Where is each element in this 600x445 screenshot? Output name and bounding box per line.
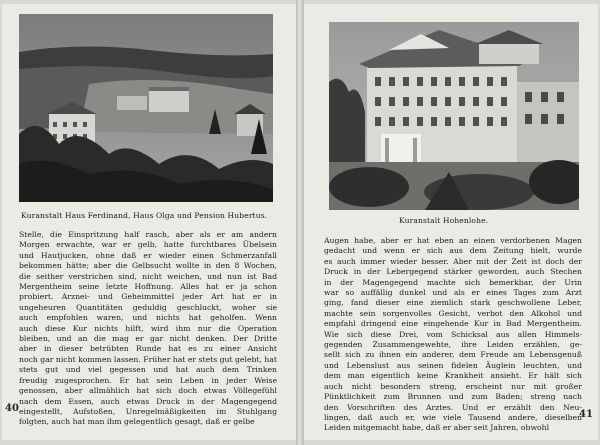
text-line: lingen, daß auch er, wie viele Tausend andere, dieselben (324, 412, 582, 422)
page-number-right: 41 (579, 409, 593, 420)
text-line: Mergentheim seine letzte Hoffnung. Alles hat er ja schon (19, 282, 277, 292)
text-line: gegenden Zusammengewehte, ihre Leiden erzählen, ge- (324, 340, 582, 350)
text-line: Druck in der Lebergegend stärker geworden, auch Stechen (324, 267, 582, 277)
text-line: in der Magengegend machte sich bemerkbar, der Urin (324, 277, 582, 287)
text-line: sellt sich zu ihnen ein anderer, dem Freude am Lebensgenuß (324, 350, 582, 360)
text-line: dem man eigentlich keine Krankheit ansieht. Er hält sich (324, 371, 582, 381)
spa-building-image (329, 22, 579, 210)
text-line: empfahl dringend eine eingehende Kur in Bad Mergentheim. (324, 319, 582, 329)
text-line: aber in dieser betrübten Runde hat es zu einer Ansicht (19, 344, 277, 354)
text-line: auch diese Kur nichts hilft, wird ihm nur die Operation (19, 323, 277, 333)
left-caption: Kuranstalt Haus Ferdinand, Haus Olga und Pension Hubertus. (21, 211, 268, 220)
text-line: Wie sich diese Drei, vom Schicksal aus allen Himmels- (324, 329, 582, 339)
text-line: noch gar nicht kommen lassen. Früher hat er stets gut gelebt, hat (19, 354, 277, 364)
text-line: ging, fand dieser eine ziemlich stark geschwollene Leber, (324, 298, 582, 308)
text-line: stets gut und viel gegessen und hat auch dem Trinken (19, 365, 277, 375)
text-line: eingestellt, Aufstoßen, Unregelmäßigkeiten im Stuhlgang (19, 406, 277, 416)
text-line: folgten, auch hat man ihm gelegentlich gesagt, daß er gelbe (19, 417, 255, 427)
text-line: es auch immer wieder besser. Aber mit der Zeit ist doch der (324, 256, 582, 266)
text-line: gedacht und wenn er sich aus dem Zeitung hielt, wurde (324, 246, 582, 256)
text-line: Leiden mitgemacht habe, daß er aber seit Jahren, obwohl (324, 423, 550, 433)
text-line: den Vorschriften des Arztes. Und er erzählt den Neu- (324, 402, 582, 412)
text-line: auch nicht besonders streng, erscheint nur mit großer (324, 381, 582, 391)
text-line: auch empfohlen waren, und nichts hat geholfen. Wenn (19, 313, 277, 323)
right-photo (329, 22, 579, 210)
text-line: Stelle, die Einspritzung half rasch, aber als er am andern (19, 230, 277, 239)
right-caption: Kuranstalt Hohenlohe. (399, 216, 489, 225)
right-body-text (324, 236, 582, 434)
left-page (2, 4, 296, 440)
left-body-text (19, 230, 277, 428)
text-line: Morgen erwachte, war er gelb, hatte furchtbares Übelsein (19, 240, 277, 250)
hillside-town-image (19, 14, 273, 202)
text-line: war so auffällig dunkel und als er eines Tages zum Arzt (324, 288, 582, 298)
text-line: Pünktlichkeit zum Brunnen und zum Baden; streng nach (324, 392, 582, 402)
text-line: Augen habe, aber er hat eben an einen verdorbenen Magen (324, 236, 582, 245)
text-line: probiert. Arznei- und Geheimmittel jeder Art hat er in (19, 292, 277, 302)
right-page (304, 4, 598, 440)
page-number-left: 40 (5, 403, 19, 414)
text-line: freudig zugesprochen. Er hat sein Leben in jeder Weise (19, 375, 277, 385)
text-line: ungeheuren Quantitäten geduldig geschluckt, woher sie (19, 302, 277, 312)
text-line: und Hautjucken, ohne daß er wieder einen Schmerzanfall (19, 250, 277, 260)
text-line: genossen, aber allmählich hat sich doch etwas Völlegefühl (19, 386, 277, 396)
text-line: die seither verstrichen sind, nicht weichen, und nun ist Bad (19, 271, 277, 281)
text-line: nach dem Essen, auch etwas Druck in der Magengegend (19, 396, 277, 406)
left-photo (19, 14, 273, 202)
text-line: und Lebenslust aus seinen fidelen Äuglein leuchten, und (324, 360, 582, 370)
text-line: bleiben, und an die mag er gar nicht denken. Der Dritte (19, 334, 277, 344)
book-gutter (296, 0, 304, 445)
text-line: machte sein sorgenvolles Gesicht, verbot den Alkohol und (324, 308, 582, 318)
text-line: bekommen hätte; aber die Gelbsucht wollte in den 8 Wochen, (19, 261, 277, 271)
